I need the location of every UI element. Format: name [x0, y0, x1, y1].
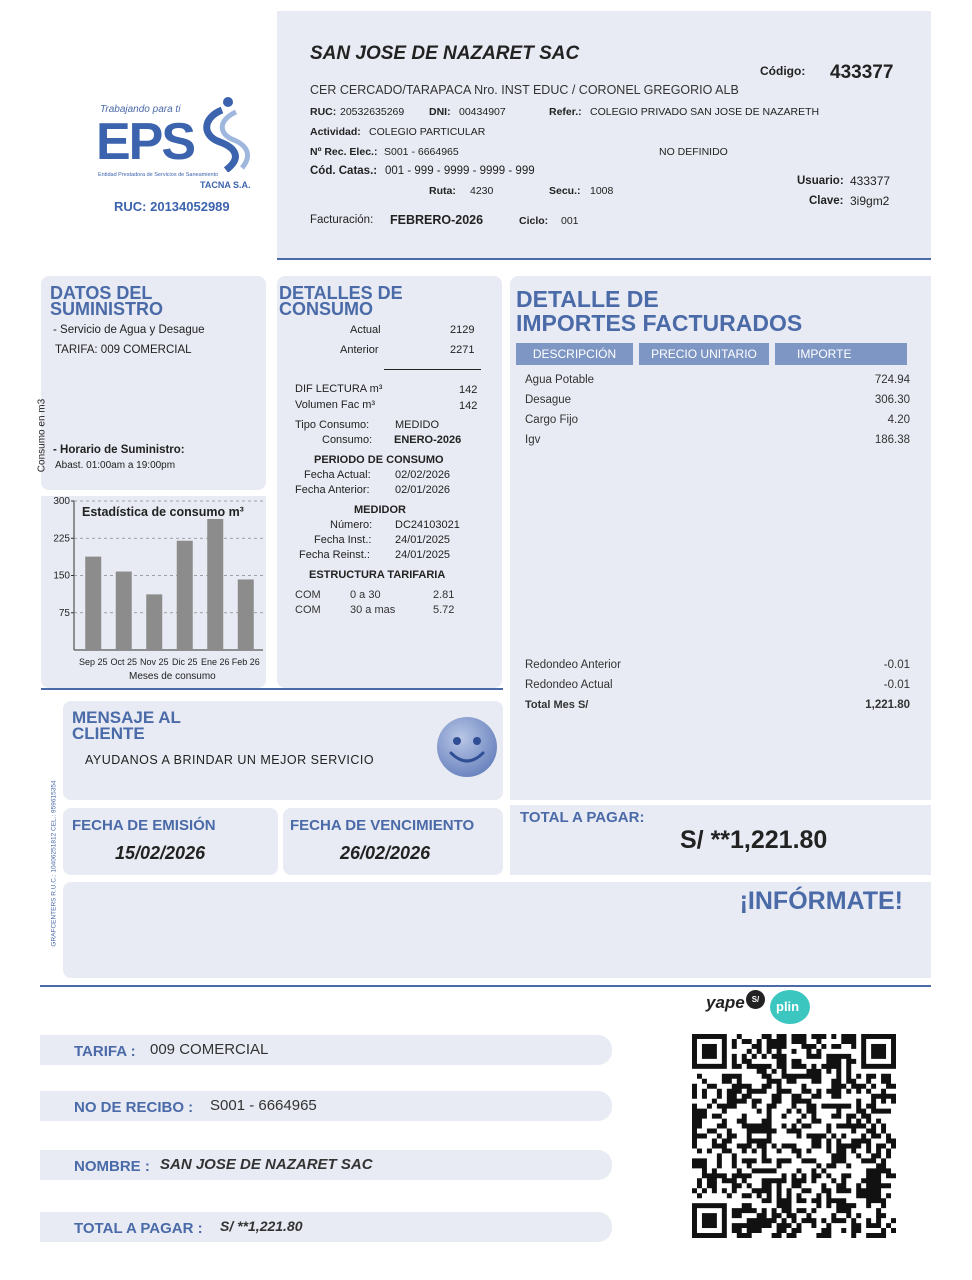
tipo-label: Tipo Consumo:	[295, 419, 370, 431]
importe-desc: Igv	[525, 434, 541, 446]
ruta-label: Ruta:	[429, 185, 456, 197]
company-logo	[92, 96, 262, 216]
chart-y-tick-label: 300	[53, 496, 70, 507]
footer-nombre-label: NOMBRE :	[74, 1158, 150, 1175]
customer-header-panel	[277, 11, 931, 258]
ruta-value: 4230	[470, 185, 494, 197]
horario-value: Abast. 01:00am a 19:00pm	[55, 460, 176, 471]
chart-bar	[207, 508, 223, 650]
redondeo-anterior-value: -0.01	[883, 659, 910, 671]
mensaje-panel	[63, 701, 503, 800]
footer-recibo-label: NO DE RECIBO :	[74, 1099, 194, 1116]
chart-xlabel: Meses de consumo	[129, 671, 216, 682]
f-reinst-value: 24/01/2025	[395, 549, 451, 561]
qr-finder-pattern	[861, 1034, 896, 1069]
estructura-title: ESTRUCTURA TARIFARIA	[309, 569, 446, 581]
consumo-panel	[277, 276, 502, 688]
tarifa-cat: COM	[295, 589, 321, 601]
plin-text: plin	[776, 999, 800, 1014]
total-label: TOTAL A PAGAR:	[520, 809, 645, 826]
footer-total-row	[40, 1212, 612, 1242]
footer-total-label: TOTAL A PAGAR :	[74, 1220, 203, 1237]
tarifa-row-2	[295, 604, 485, 618]
redondeo-actual-value: -0.01	[883, 679, 910, 691]
dif-label: DIF LECTURA m³	[295, 383, 383, 395]
section-divider	[41, 688, 503, 690]
usuario-value: 433377	[850, 174, 891, 188]
qr-finder-pattern	[692, 1034, 727, 1069]
side-print-text: GRAFCENTERS R.U.C.: 10406251812 CEL.: 959615354	[50, 780, 58, 947]
usuario-label: Usuario:	[797, 175, 844, 187]
horario-label: - Horario de Suministro:	[53, 444, 185, 456]
chart-title: Estadística de consumo m³	[82, 505, 244, 519]
logo-city: TACNA S.A.	[200, 180, 251, 190]
col-descripcion: DESCRIPCIÓN	[516, 343, 633, 365]
numero-value: DC24103021	[395, 519, 460, 531]
f-inst-value: 24/01/2025	[395, 534, 451, 546]
vencimiento-label: FECHA DE VENCIMIENTO	[290, 817, 475, 834]
dni-label: DNI:	[429, 106, 451, 118]
chart-x-tick-label: Nov 25	[139, 657, 169, 667]
chart-x-tick-label: Dic 25	[171, 657, 198, 667]
col-precio-unitario: PRECIO UNITARIO	[639, 343, 769, 365]
plin-logo	[770, 990, 810, 1024]
mensaje-text: AYUDANOS A BRINDAR UN MEJOR SERVICIO	[85, 753, 375, 767]
mensaje-title-1: MENSAJE AL	[72, 708, 181, 727]
tarifa-rango: 0 a 30	[350, 589, 381, 601]
footer-total-value: S/ **1,221.80	[220, 1218, 303, 1234]
f-actual-value: 02/02/2026	[395, 469, 451, 481]
chart-x-tick-label: Oct 25	[110, 657, 138, 667]
clave-label: Clave:	[809, 195, 844, 207]
total-mes-value: 1,221.80	[865, 699, 910, 711]
importe-value: 724.94	[874, 374, 910, 386]
ciclo-label: Ciclo:	[519, 215, 549, 227]
chart-y-tick-label: 150	[53, 570, 70, 582]
footer-tarifa-row	[40, 1035, 612, 1065]
no-definido: NO DEFINIDO	[659, 146, 728, 158]
yape-badge: S/	[746, 990, 765, 1009]
footer-nombre-row	[40, 1150, 612, 1180]
yape-text: yape	[706, 993, 745, 1012]
importe-value: 4.20	[887, 414, 910, 426]
rec-label: Nº Rec. Elec.:	[310, 146, 378, 158]
facturacion-value: FEBRERO-2026	[390, 213, 484, 227]
footer-recibo-row	[40, 1091, 612, 1121]
f-actual-label: Fecha Actual:	[304, 469, 371, 481]
col-importe: IMPORTE	[775, 343, 907, 365]
vencimiento-date: 26/02/2026	[340, 843, 431, 863]
actividad-value: COLEGIO PARTICULAR	[369, 126, 486, 138]
emision-date: 15/02/2026	[115, 843, 206, 863]
periodo-title: PERIODO DE CONSUMO	[314, 454, 444, 466]
suministro-title-2: SUMINISTRO	[50, 299, 164, 319]
tarifa-rango: 30 a mas	[350, 604, 396, 616]
mensaje-title-2: CLIENTE	[72, 724, 145, 743]
f-reinst-label: Fecha Reinst.:	[299, 549, 370, 561]
importe-desc: Desague	[525, 394, 572, 406]
logo-ruc: RUC: 20134052989	[114, 199, 230, 214]
dni-value: 00434907	[459, 106, 506, 118]
suministro-panel	[41, 276, 266, 490]
secu-value: 1008	[590, 185, 614, 197]
importes-title-2: IMPORTES FACTURADOS	[516, 310, 803, 336]
vol-label: Volumen Fac m³	[295, 399, 376, 411]
chart-x-tick-label: Ene 26	[200, 657, 230, 667]
tarifa-cat: COM	[295, 604, 321, 616]
footer-recibo-value: S001 - 6664965	[210, 1097, 317, 1114]
chart-x-tick-label: Feb 26	[231, 657, 260, 667]
f-anterior-value: 02/01/2026	[395, 484, 451, 496]
redondeo-anterior-label: Redondeo Anterior	[525, 659, 621, 671]
cons-value: ENERO-2026	[394, 434, 462, 446]
footer-tarifa-value: 009 COMERCIAL	[150, 1041, 269, 1058]
address: CER CERCADO/TARAPACA Nro. INST EDUC / CORONEL GREGORIO ALB	[310, 83, 739, 97]
medidor-title: MEDIDOR	[354, 504, 406, 516]
consumo-title-1: DETALLES DE	[279, 283, 403, 303]
numero-label: Número:	[330, 519, 373, 531]
total-amount: S/ **1,221.80	[680, 826, 828, 854]
footer-divider	[40, 985, 931, 987]
logo-entity: Entidad Prestadora de Servicios de Saneamiento	[98, 172, 219, 178]
footer-nombre-value: SAN JOSE DE NAZARET SAC	[160, 1156, 373, 1173]
f-inst-label: Fecha Inst.:	[314, 534, 372, 546]
yape-logo	[706, 990, 766, 1016]
total-panel	[510, 805, 931, 875]
actual-value: 2129	[450, 324, 475, 336]
facturacion-label: Facturación:	[310, 214, 374, 226]
chart-ylabel: Consumo en m3	[36, 398, 48, 473]
consumo-divider	[384, 369, 481, 370]
importe-value: 306.30	[874, 394, 910, 406]
chart-y-tick-label: 225	[53, 533, 70, 545]
refer-label: Refer.:	[549, 106, 582, 118]
codigo-value: 433377	[830, 62, 894, 83]
tarifa-row-1	[295, 589, 485, 603]
secu-label: Secu.:	[549, 185, 581, 197]
dif-value: 142	[459, 384, 478, 396]
codigo-label: Código:	[760, 64, 806, 78]
consumption-bar-chart	[41, 496, 266, 688]
logo-letters: EPS	[96, 113, 195, 171]
chart-bar	[238, 579, 254, 650]
emision-label: FECHA DE EMISIÓN	[72, 817, 216, 834]
catas-label: Cód. Catas.:	[310, 165, 378, 177]
actividad-label: Actividad:	[310, 126, 361, 138]
servicio-text: - Servicio de Agua y Desague	[53, 324, 205, 336]
logo-tagline: Trabajando para ti	[100, 104, 181, 115]
importes-title-1: DETALLE DE	[516, 286, 659, 312]
ciclo-value: 001	[561, 215, 579, 227]
anterior-value: 2271	[450, 344, 475, 356]
chart-bar	[116, 572, 132, 650]
ruc-value: 20532635269	[340, 106, 405, 118]
emision-panel	[63, 808, 278, 875]
qr-finder-pattern	[692, 1203, 727, 1238]
footer-tarifa-label: TARIFA :	[74, 1043, 136, 1060]
total-mes-label: Total Mes S/	[525, 699, 589, 711]
suministro-title-1: DATOS DEL	[50, 283, 153, 303]
importe-desc: Cargo Fijo	[525, 414, 579, 426]
f-anterior-label: Fecha Anterior:	[295, 484, 370, 496]
vol-value: 142	[459, 400, 478, 412]
header-divider	[277, 258, 931, 260]
company-name: SAN JOSE DE NAZARET SAC	[310, 43, 580, 64]
chart-x-tick-label: Sep 25	[78, 657, 108, 667]
cons-label: Consumo:	[322, 434, 373, 446]
consumo-title-2: CONSUMO	[279, 299, 373, 319]
smiley-face-icon	[435, 715, 499, 779]
catas-value: 001 - 999 - 9999 - 9999 - 999	[385, 165, 535, 177]
payment-qr-code[interactable]	[692, 1034, 896, 1238]
clave-value: 3i9gm2	[850, 194, 890, 208]
vencimiento-panel	[283, 808, 503, 875]
tarifa-precio: 2.81	[433, 589, 455, 601]
wave-icon	[192, 96, 256, 172]
redondeo-actual-label: Redondeo Actual	[525, 679, 613, 691]
chart-y-tick-label: 75	[58, 607, 70, 619]
informate-panel	[63, 882, 931, 978]
importe-desc: Agua Potable	[525, 374, 595, 386]
ruc-label: RUC:	[310, 106, 337, 118]
anterior-label: Anterior	[340, 344, 379, 356]
tarifa-precio: 5.72	[433, 604, 455, 616]
chart-bar	[177, 541, 193, 650]
importe-value: 186.38	[874, 434, 910, 446]
rec-value: S001 - 6664965	[384, 146, 459, 158]
chart-bar	[146, 594, 162, 650]
tarifa-text: TARIFA: 009 COMERCIAL	[55, 344, 192, 356]
informate-heading: ¡INFÓRMATE!	[739, 887, 903, 915]
chart-bar	[85, 557, 101, 650]
actual-label: Actual	[350, 324, 381, 336]
tipo-value: MEDIDO	[395, 419, 439, 431]
refer-value: COLEGIO PRIVADO SAN JOSE DE NAZARETH	[590, 106, 820, 118]
